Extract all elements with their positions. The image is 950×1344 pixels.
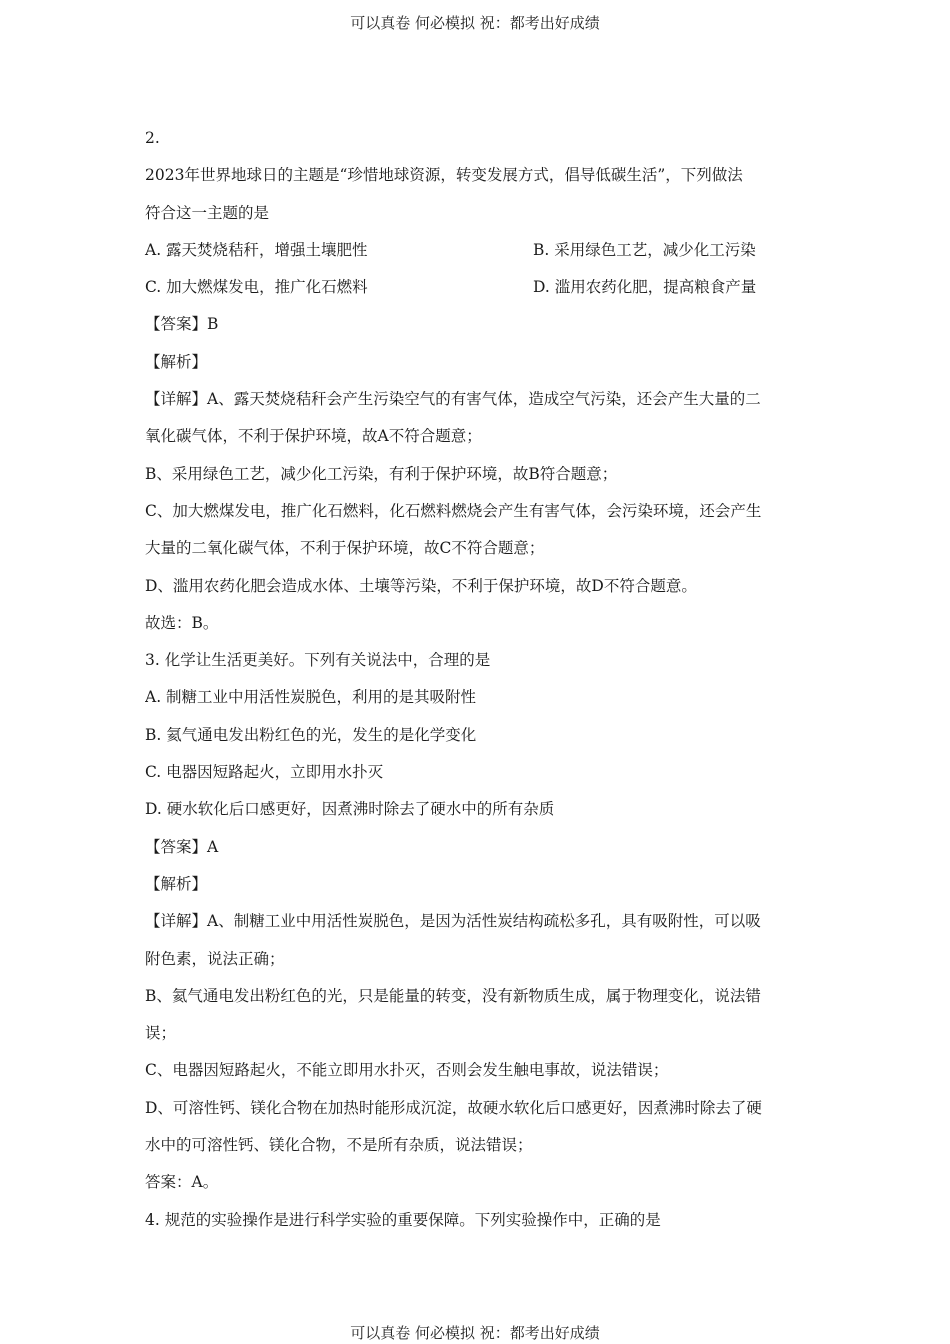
q2-detail-line2: 氧化碳气体，不利于保护环境，故A不符合题意； xyxy=(145,427,482,446)
q2-detail-line1: 【详解】A、露天焚烧秸秆会产生污染空气的有害气体，造成空气污染，还会产生大量的二 xyxy=(145,390,761,409)
q2-option-b: B. 采用绿色工艺，减少化工污染 xyxy=(533,240,756,259)
q4-stem: 4. 规范的实验操作是进行科学实验的重要保障。下列实验操作中，正确的是 xyxy=(145,1210,661,1229)
page-header: 可以真卷 何必模拟 祝：都考出好成绩 xyxy=(350,14,600,32)
q2-option-c: C. 加大燃煤发电，推广化石燃料 xyxy=(145,278,368,297)
q3-analysis-label: 【解析】 xyxy=(145,874,208,893)
q3-option-c: C. 电器因短路起火，立即用水扑灭 xyxy=(145,763,384,782)
q2-analysis-label: 【解析】 xyxy=(145,352,208,371)
q2-stem-line1: 2023年世界地球日的主题是“珍惜地球资源，转变发展方式，倡导低碳生活”，下列做法 xyxy=(145,166,743,185)
q3-option-b: B. 氦气通电发出粉红色的光，发生的是化学变化 xyxy=(145,725,477,744)
q3-stem: 3. 化学让生活更美好。下列有关说法中，合理的是 xyxy=(145,651,491,670)
q2-detail-line5: 大量的二氧化碳气体，不利于保护环境，故C不符合题意； xyxy=(145,539,545,558)
q3-detail-line6: D、可溶性钙、镁化合物在加热时能形成沉淀，故硬水软化后口感更好，因煮沸时除去了硬 xyxy=(145,1098,762,1117)
page-footer: 可以真卷 何必模拟 祝：都考出好成绩 xyxy=(350,1324,600,1342)
q3-detail-line7: 水中的可溶性钙、镁化合物，不是所有杂质，说法错误； xyxy=(145,1136,533,1155)
q3-answer: 【答案】A xyxy=(145,837,219,856)
q2-detail-line3: B、采用绿色工艺，减少化工污染，有利于保护环境，故B符合题意； xyxy=(145,464,618,483)
q3-detail-line4: 误； xyxy=(145,1024,177,1043)
q2-detail-line4: C、加大燃煤发电，推广化石燃料，化石燃料燃烧会产生有害气体，会污染环境，还会产生 xyxy=(145,501,762,520)
q3-detail-line1: 【详解】A、制糖工业中用活性炭脱色，是因为活性炭结构疏松多孔，具有吸附性，可以吸 xyxy=(145,912,761,931)
q2-option-a: A. 露天焚烧秸秆，增强土壤肥性 xyxy=(145,240,368,259)
q3-detail-line5: C、电器因短路起火，不能立即用水扑灭，否则会发生触电事故，说法错误； xyxy=(145,1061,669,1080)
q2-conclusion: 故选：B。 xyxy=(145,613,219,632)
q2-detail-line6: D、滥用农药化肥会造成水体、土壤等污染，不利于保护环境，故D不符合题意。 xyxy=(145,576,697,595)
q2-option-d: D. 滥用农药化肥，提高粮食产量 xyxy=(533,278,757,297)
q3-conclusion: 答案：A。 xyxy=(145,1173,219,1192)
q3-detail-line3: B、氦气通电发出粉红色的光，只是能量的转变，没有新物质生成，属于物理变化，说法错 xyxy=(145,986,761,1005)
q2-answer: 【答案】B xyxy=(145,315,219,334)
q2-options-row2 xyxy=(145,269,815,306)
q3-option-d: D. 硬水软化后口感更好，因煮沸时除去了硬水中的所有杂质 xyxy=(145,800,555,819)
q3-detail-line2: 附色素，说法正确； xyxy=(145,949,285,968)
q2-stem-line2: 符合这一主题的是 xyxy=(145,203,270,222)
q2-options-row1 xyxy=(145,232,815,269)
q3-option-a: A. 制糖工业中用活性炭脱色，利用的是其吸附性 xyxy=(145,688,477,707)
q2-number: 2. xyxy=(145,129,160,147)
document-body xyxy=(145,120,815,1239)
